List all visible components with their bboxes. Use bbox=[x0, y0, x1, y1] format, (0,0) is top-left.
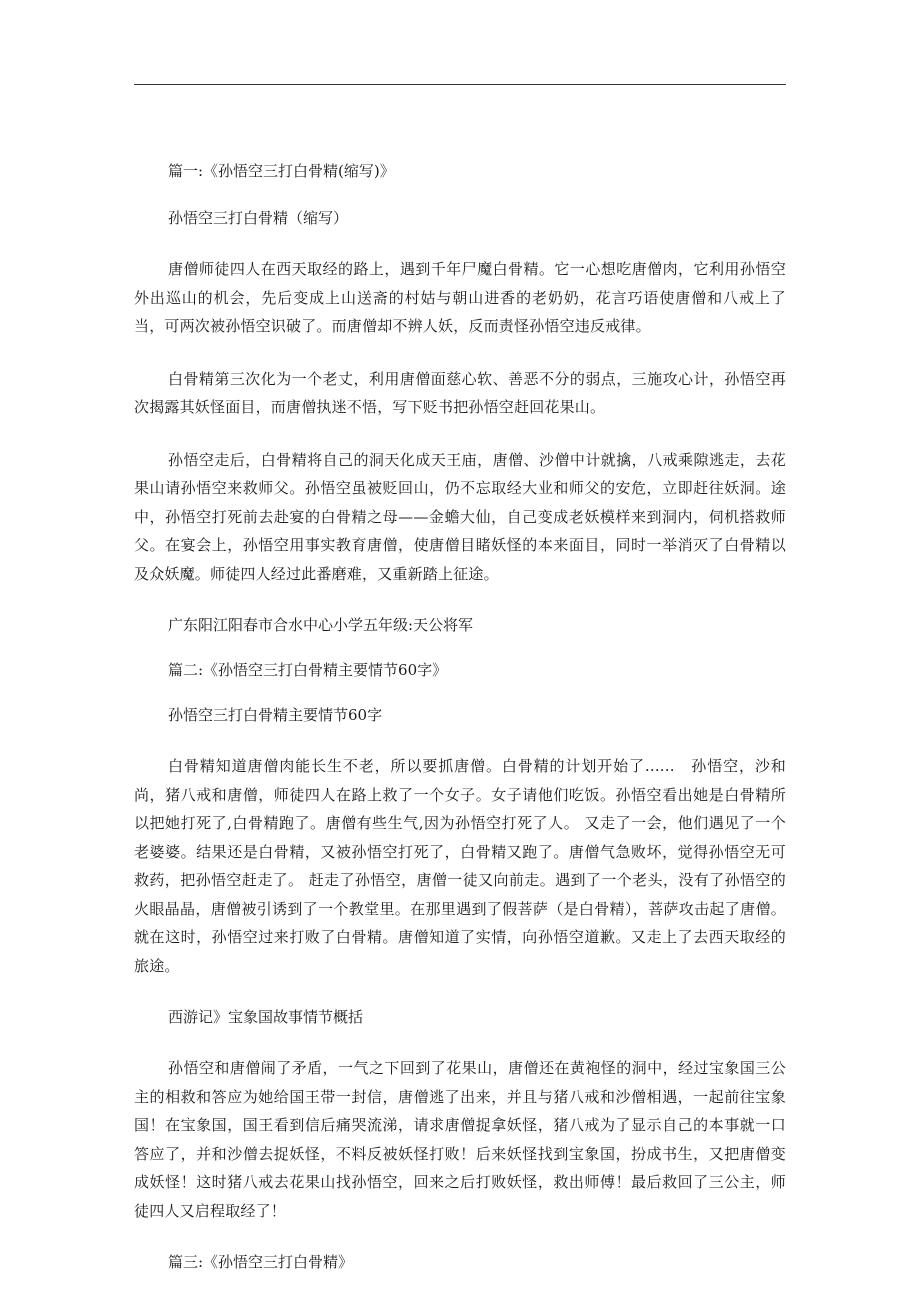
header-rule bbox=[134, 84, 786, 85]
section-2-paragraph-1: 白骨精知道唐僧肉能长生不老，所以要抓唐僧。白骨精的计划开始了...... 孙悟空，沙和尚，猪八戒和唐僧，师徒四人在路上救了一个女子。女子请他们吃饭。孙悟空看出她是白骨精所以把她打死了,白骨精跑了。唐僧有些生气,因为孙悟空打死了人。 又走了一会，他们遇见了一个老婆婆。结果还是白骨精，又被孙悟空打死了，白骨精又跑了。唐僧气急败坏，觉得孙悟空无可救药，把孙悟空赶走了。 赶走了孙悟空，唐僧一徒又向前走。遇到了一个老头，没有了孙悟空的火眼晶晶，唐僧被引诱到了一个教堂里。在那里遇到了假菩萨（是白骨精），菩萨攻击起了唐僧。 就在这时，孙悟空过来打败了白骨精。唐僧知道了实情，向孙悟空道歉。又走上了去西天取经的旅途。 bbox=[134, 757, 786, 975]
section-1-paragraph-2: 白骨精第三次化为一个老丈，利用唐僧面慈心软、善恶不分的弱点，三施攻心计，孙悟空再次揭露其妖怪面目，而唐僧执迷不悟，写下贬书把孙悟空赶回花果山。 bbox=[134, 369, 786, 416]
section-2-title: 孙悟空三打白骨精主要情节60字 bbox=[168, 706, 383, 724]
section-1-paragraph-1: 唐僧师徒四人在西天取经的路上，遇到千年尸魔白骨精。它一心想吃唐僧肉，它利用孙悟空外出巡山的机会，先后变成上山送斋的村姑与朝山进香的老奶奶，花言巧语使唐僧和八戒上了当，可两次被孙悟空识破了。而唐僧却不辨人妖，反而责怪孙悟空违反戒律。 bbox=[134, 260, 786, 335]
section-2-paragraph-2: 孙悟空和唐僧闹了矛盾，一气之下回到了花果山，唐僧还在黄袍怪的洞中，经过宝象国三公主的相救和答应为她给国王带一封信，唐僧逃了出来，并且与猪八戒和沙僧相遇，一起前往宝象国！在宝象国，国王看到信后痛哭流涕，请求唐僧捉拿妖怪，猪八戒为了显示自己的本事就一口答应了，并和沙僧去捉妖怪，不料反被妖怪打败！后来妖怪找到宝象国，扮成书生，又把唐僧变成妖怪！这时猪八戒去花果山找孙悟空，回来之后打败妖怪，救出师傅！最后救回了三公主，师徒四人又启程取经了！ bbox=[134, 1059, 786, 1220]
section-1-heading: 篇一:《孙悟空三打白骨精(缩写)》 bbox=[168, 162, 395, 180]
section-2-subtitle: 西游记》宝象国故事情节概括 bbox=[168, 1008, 364, 1026]
section-2-heading: 篇二:《孙悟空三打白骨精主要情节60字》 bbox=[168, 661, 448, 679]
document-body bbox=[134, 158, 786, 1275]
section-1-author: 广东阳江阳春市合水中心小学五年级:天公将军 bbox=[168, 616, 474, 634]
section-1-paragraph-3: 孙悟空走后，白骨精将自己的洞天化成天王庙，唐僧、沙僧中计就擒，八戒乘隙逃走，去花果山请孙悟空来救师父。孙悟空虽被贬回山，仍不忘取经大业和师父的安危，立即赶往妖洞。途中，孙悟空打死前去赴宴的白骨精之母——金蟾大仙，自己变成老妖模样来到洞内，伺机搭救师父。在宴会上，孙悟空用事实教育唐僧，使唐僧目睹妖怪的本来面目，同时一举消灭了白骨精以及众妖魔。师徒四人经过此番磨难，又重新踏上征途。 bbox=[134, 450, 786, 583]
section-3-heading: 篇三:《孙悟空三打白骨精》 bbox=[168, 1253, 354, 1271]
section-1-title: 孙悟空三打白骨精（缩写） bbox=[168, 209, 349, 227]
